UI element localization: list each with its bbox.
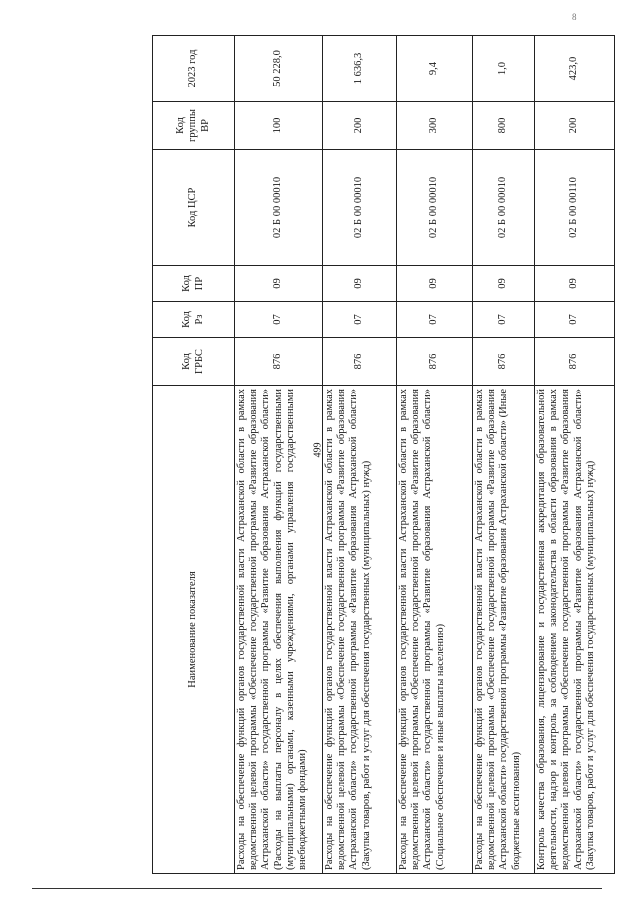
row-name: Расходы на обеспечение функций органов государственной власти Астраханской области в рамках ведомственной целевой программы «Обеспечение государственной программы «Развитие образования Астраханской области» государственной программы «Развитие образования Астраханской области» (Социальное обеспечение и иные выплаты населению) (397, 386, 473, 874)
row-rz: 07 (235, 302, 323, 338)
row-pr: 09 (473, 266, 535, 302)
row-grbs: 876 (535, 338, 615, 386)
row-grbs: 876 (323, 338, 397, 386)
col-header-vr: Код группы ВР (153, 102, 235, 150)
row-csr: 02 Б 00 00010 (235, 150, 323, 266)
row-2023: 9,4 (397, 36, 473, 102)
row-csr: 02 Б 00 00010 (323, 150, 397, 266)
row-grbs: 876 (473, 338, 535, 386)
row-vr: 100 (235, 102, 323, 150)
row-vr: 800 (473, 102, 535, 150)
page-number: 499 (312, 442, 324, 458)
rotated-table-area (152, 36, 614, 874)
table-row (535, 36, 615, 874)
row-2023: 423,0 (535, 36, 615, 102)
row-rz: 07 (323, 302, 397, 338)
col-header-2023: 2023 год (153, 36, 235, 102)
rotated-table-wrapper (152, 36, 614, 874)
table-row (473, 36, 535, 874)
budget-table (152, 35, 615, 874)
row-name: Расходы на обеспечение функций органов государственной власти Астраханской области в рамках ведомственной целевой программы «Обеспечение государственной программы «Развитие образования Астраханской области» государственной программы «Развитие образования Астраханской области» (Иные бюджетные ассигнования) (473, 386, 535, 874)
row-rz: 07 (397, 302, 473, 338)
col-header-rz: Код Рз (153, 302, 235, 338)
bottom-rule (32, 888, 602, 889)
row-vr: 200 (535, 102, 615, 150)
row-name: Расходы на обеспечение функций органов государственной власти Астраханской области в рамках ведомственной целевой программы «Обеспечение государственной программы «Развитие образования Астраханской области» государственной программы «Развитие образования Астраханской области» (Расходы на выплаты персоналу в целях обеспечения выполнения функций государственными (муниципальными) органами, казенными учреждениями, органами управления государственными внебюджетными фондами) (235, 386, 323, 874)
row-pr: 09 (323, 266, 397, 302)
row-pr: 09 (535, 266, 615, 302)
table-row (323, 36, 397, 874)
row-grbs: 876 (235, 338, 323, 386)
row-grbs: 876 (397, 338, 473, 386)
row-name: Расходы на обеспечение функций органов государственной власти Астраханской области в рамках ведомственной целевой программы «Обеспечение государственной программы «Развитие образования Астраханской области» государственной программы «Развитие образования Астраханской области» (Закупка товаров, работ и услуг для обеспечения государственных (муниципальных) нужд) (323, 386, 397, 874)
corner-mark: 8 (572, 12, 577, 22)
row-csr: 02 Б 00 00010 (473, 150, 535, 266)
row-2023: 1,0 (473, 36, 535, 102)
row-rz: 07 (473, 302, 535, 338)
col-header-pr: Код ПР (153, 266, 235, 302)
row-csr: 02 Б 00 00010 (397, 150, 473, 266)
table-row (397, 36, 473, 874)
table-row (235, 36, 323, 874)
row-name: Контроль качества образования, лицензирование и государственная аккредитация образовательной деятельности, надзор и контроль за соблюдением законодательства в области образования в рамках ведомственной целевой программы «Обеспечение государственной программы «Развитие образования Астраханской области» государственной программы «Развитие образования Астраханской области» (Закупка товаров, работ и услуг для обеспечения государственных (муниципальных) нужд) (535, 386, 615, 874)
col-header-grbs: Код ГРБС (153, 338, 235, 386)
col-header-csr: Код ЦСР (153, 150, 235, 266)
header-row (153, 36, 235, 874)
row-pr: 09 (235, 266, 323, 302)
row-2023: 1 636,3 (323, 36, 397, 102)
row-vr: 300 (397, 102, 473, 150)
row-vr: 200 (323, 102, 397, 150)
row-2023: 50 228,0 (235, 36, 323, 102)
col-header-name: Наименование показателя (153, 386, 235, 874)
row-pr: 09 (397, 266, 473, 302)
row-csr: 02 Б 00 00110 (535, 150, 615, 266)
row-rz: 07 (535, 302, 615, 338)
